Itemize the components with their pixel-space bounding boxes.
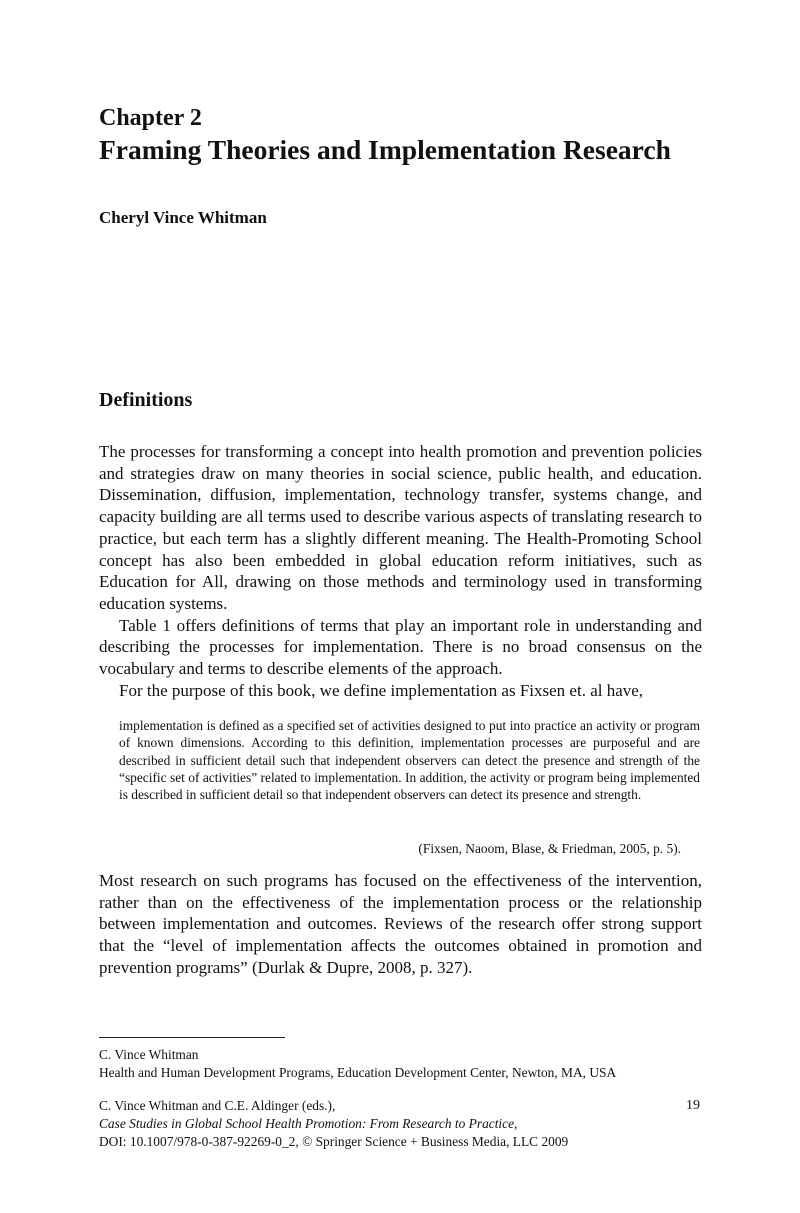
closing-body — [99, 870, 702, 979]
chapter-author: Cheryl Vince Whitman — [99, 208, 267, 227]
chapter-title: Framing Theories and Implementation Research — [99, 134, 671, 165]
paragraph-definition-lead: For the purpose of this book, we define implementation as Fixsen et. al have, — [119, 680, 644, 700]
section-body — [99, 441, 702, 701]
footnote-book-title: Case Studies in Global School Health Promotion: From Research to Practice, — [99, 1116, 518, 1131]
footnote-divider — [99, 1037, 285, 1038]
block-quote: implementation is defined as a specified set of activities designed to put into practice an activity or program of known dimensions. According to this definition, implementation processes are purposeful and are described in sufficient detail such that independent observers can detect the presence and strength of the “specific set of activities” related to implementation. In addition, the activity or program being implemented is described in sufficient detail so that independent observers can detect its presence and strength. — [119, 718, 700, 803]
quote-citation: (Fixsen, Naoom, Blase, & Friedman, 2005, p. 5). — [418, 841, 681, 856]
footnote-author: C. Vince Whitman — [99, 1047, 199, 1062]
paragraph-table-reference: Table 1 offers definitions of terms that play an important role in understanding and describing the processes for implementation. There is no broad consensus on the vocabulary and terms to describe elements of the approach. — [99, 615, 702, 679]
paragraph-closing: Most research on such programs has focused on the effectiveness of the intervention, rather than on the effectiveness of the implementation process or the relationship between implementation and outcomes. Reviews of the research offer strong support that the “level of implementation affects the outcomes obtained in promotion and prevention programs” (Durlak & Dupre, 2008, p. 327). — [99, 871, 702, 977]
footnote-doi: DOI: 10.1007/978-0-387-92269-0_2, © Springer Science + Business Media, LLC 2009 — [99, 1134, 569, 1149]
page-number: 19 — [686, 1098, 700, 1113]
footnote-affiliation: Health and Human Development Programs, Education Development Center, Newton, MA, USA — [99, 1065, 617, 1080]
paragraph-intro: The processes for transforming a concept into health promotion and prevention policies and strategies draw on many theories in social science, public health, and education. Dissemination, diffusion, implementation, technology transfer, systems change, and capacity building are all terms used to describe various aspects of translating research to practice, but each term has a slightly different meaning. The Health-Promoting School concept has also been embedded in global education reform initiatives, such as Education for All, drawing on those methods and terminology used in transforming education systems. — [99, 442, 702, 613]
section-heading: Definitions — [99, 389, 193, 411]
footnote-editors: C. Vince Whitman and C.E. Aldinger (eds.), — [99, 1098, 336, 1113]
chapter-number: Chapter 2 — [99, 105, 202, 131]
